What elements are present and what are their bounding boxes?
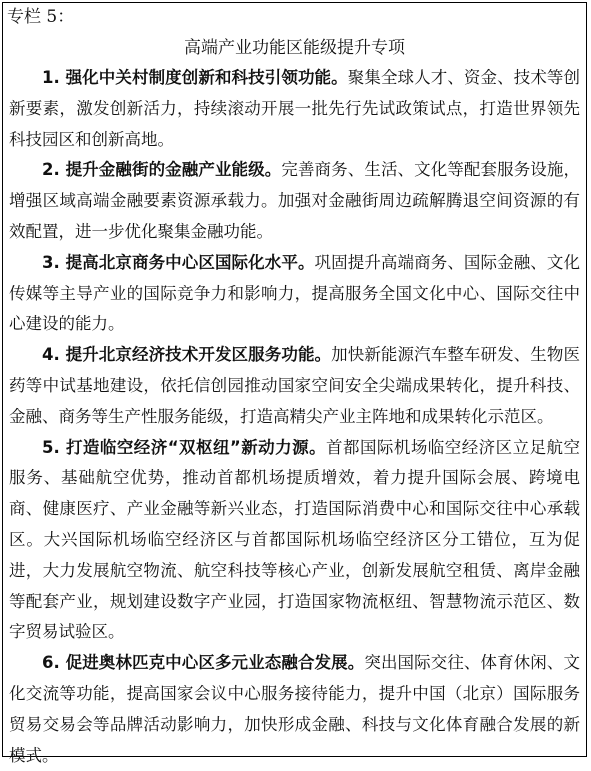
box-label: 专栏 5： [7, 7, 75, 27]
item-heading: 6. 促进奥林匹克中心区多元业态融合发展。 [42, 653, 365, 673]
item-heading: 2. 提升金融街的金融产业能级。 [42, 160, 282, 180]
item-paragraph [9, 648, 580, 771]
item-text: 突出国际交往、体育休闲、文化交流等功能，提高国家会议中心服务接待能力，提升中国（北京）国际服务贸易交易会等品牌活动影响力，加快形成金融、科技与文化体育融合发展的新模式。 [9, 653, 581, 765]
item-text: 完善商务、生活、文化等配套服务设施，增强区域高端金融要素资源承载力。加强对金融街周边疏解腾退空间资源的有效配置，进一步优化聚集金融功能。 [9, 160, 581, 241]
item-heading: 3. 提高北京商务中心区国际化水平。 [42, 252, 315, 272]
item-paragraph [9, 433, 580, 649]
item-heading: 5. 打造临空经济“双枢纽”新动力源。 [42, 437, 327, 457]
item-heading: 1. 强化中关村制度创新和科技引领功能。 [42, 68, 348, 87]
item-text: 加快新能源汽车整车研发、生物医药等中试基地建设，依托信创园推动国家空间安全尖端成果转化，提升科技、金融、商务等生产性服务能级，打造高精尖产业主阵地和成果转化示范区。 [9, 345, 580, 426]
item-text: 首都国际机场临空经济区立足航空服务、基础航空优势，推动首都机场提质增效，着力提升国际会展、跨境电商、健康医疗、产业金融等新兴业态，打造国际消费中心和国际交往中心承载区。大兴国际机场临空经济区与首都国际机场临空经济区分工错位，互为促进，大力发展航空物流、航空科技等核心产业，创新发展航空租赁、离岸金融等配套产业，规划建设数字产业园，打造国家物流枢纽、智慧物流示范区、数字贸易试验区。 [9, 437, 580, 642]
feature-box [2, 2, 587, 765]
box-body [9, 63, 580, 771]
item-paragraph [9, 155, 580, 247]
item-text: 聚集全球人才、资金、技术等创新要素，激发创新活力，持续滚动开展一批先行先试政策试点，打造世界领先科技园区和创新高地。 [9, 68, 581, 149]
item-paragraph [9, 63, 580, 155]
box-title: 高端产业功能区能级提升专项 [184, 38, 405, 58]
item-text: 巩固提升高端商务、国际金融、文化传媒等主导产业的国际竞争力和影响力，提高服务全国文化中心、国际交往中心建设的能力。 [9, 252, 580, 334]
item-heading: 4. 提升北京经济技术开发区服务功能。 [42, 345, 332, 365]
item-paragraph [9, 248, 580, 340]
item-paragraph [9, 340, 580, 432]
